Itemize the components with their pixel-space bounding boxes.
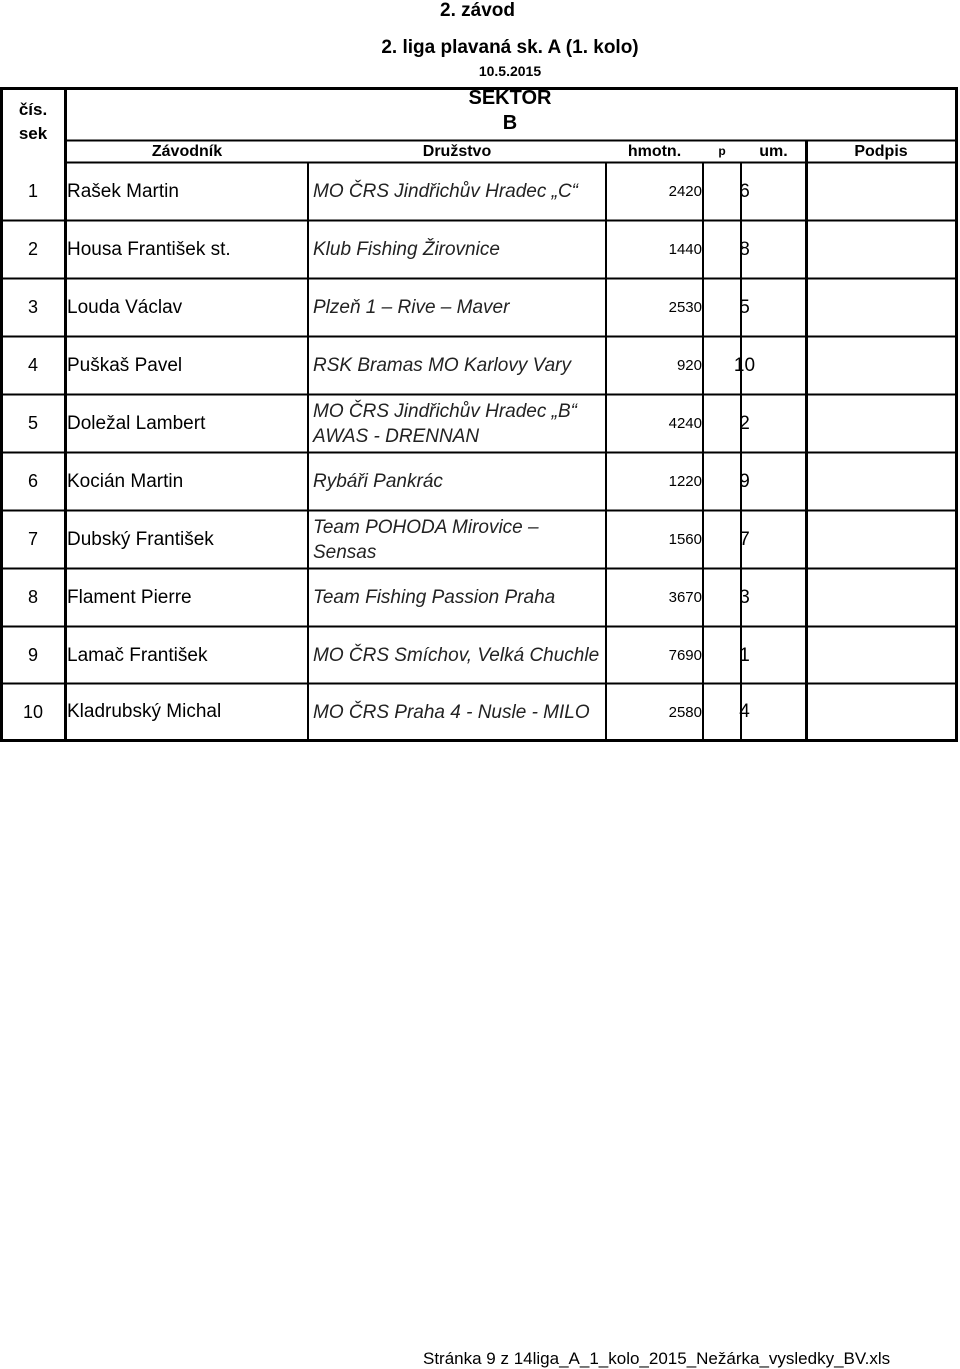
weight-value: 4240 [668,415,702,432]
competitor-name: Puškaš Pavel [67,354,183,376]
team-name: MO ČRS Jindřichův Hradec „B“ AWAS - DRENNAN [313,400,577,447]
place-value: 9 [739,470,750,492]
row-number: 5 [27,413,38,433]
row-number: 10 [22,701,44,722]
competitor-name: Dubský František [67,528,214,550]
place-value: 10 [733,354,756,376]
place-value: 4 [739,701,750,722]
team-name: Team POHODA Mirovice – Sensas [313,516,539,563]
team-name: Rybáři Pankrác [313,471,443,492]
competitor-name: Doležal Lambert [67,412,206,434]
place-value: 3 [739,586,750,608]
col-header-cis [0,98,66,146]
weight-value: 2530 [668,299,702,316]
weight-value: 7690 [668,647,702,664]
place-value: 7 [739,528,750,550]
place-value: 1 [739,644,750,666]
round-title: 2. závod [440,0,515,21]
col-header-cis-line2: sek [18,124,48,143]
weight-value: 3670 [668,589,702,606]
row-number: 9 [27,645,38,665]
row-number: 4 [27,355,38,375]
page-footer: Stránka 9 z 14liga_A_1_kolo_2015_Nežárka_vysledky_BV.xls [423,1349,891,1368]
competitor-name: Kladrubský Michal [67,701,222,722]
row-number: 7 [27,529,38,549]
team-name: Team Fishing Passion Praha [313,587,556,608]
team-name: Plzeň 1 – Rive – Maver [313,297,510,318]
competitor-name: Flament Pierre [67,586,192,608]
col-header-weight: hmotn. [627,143,682,160]
competitor-name: Louda Václav [67,296,183,318]
competitor-name: Lamač František [67,644,208,666]
competitor-name: Housa František st. [67,238,231,260]
place-value: 5 [739,296,750,318]
row-number: 8 [27,587,38,607]
weight-value: 920 [676,357,702,374]
team-name: RSK Bramas MO Karlovy Vary [313,355,571,376]
weight-value: 1560 [668,531,702,548]
row-number: 1 [27,181,38,201]
event-date: 10.5.2015 [478,63,542,79]
weight-value: 2420 [668,183,702,200]
col-header-place: um. [759,143,788,160]
team-name: MO ČRS Praha 4 - Nusle - MILO [313,701,590,723]
place-value: 6 [739,180,750,202]
row-number: 6 [27,471,38,491]
competitor-name: Kocián Martin [67,470,184,492]
row-number: 2 [27,239,38,259]
col-header-signature: Podpis [854,143,908,160]
col-header-team: Družstvo [422,143,492,160]
team-name: MO ČRS Smíchov, Velká Chuchle [313,645,600,666]
place-value: 8 [739,238,750,260]
col-header-competitor: Závodník [151,143,223,160]
sector-value: B [502,112,518,134]
weight-value: 1440 [668,241,702,258]
place-value: 2 [739,412,750,434]
team-name: Klub Fishing Žirovnice [313,239,500,260]
col-header-cis-line1: čís. [18,100,48,119]
team-name: MO ČRS Jindřichův Hradec „C“ [313,181,578,202]
row-number: 3 [27,297,38,317]
col-header-p: p [718,144,726,158]
weight-value: 1220 [668,473,702,490]
weight-value: 2580 [668,703,702,721]
league-title: 2. liga plavaná sk. A (1. kolo) [381,37,639,58]
sector-label: SEKTOR [468,87,552,109]
competitor-name: Rašek Martin [67,180,179,202]
